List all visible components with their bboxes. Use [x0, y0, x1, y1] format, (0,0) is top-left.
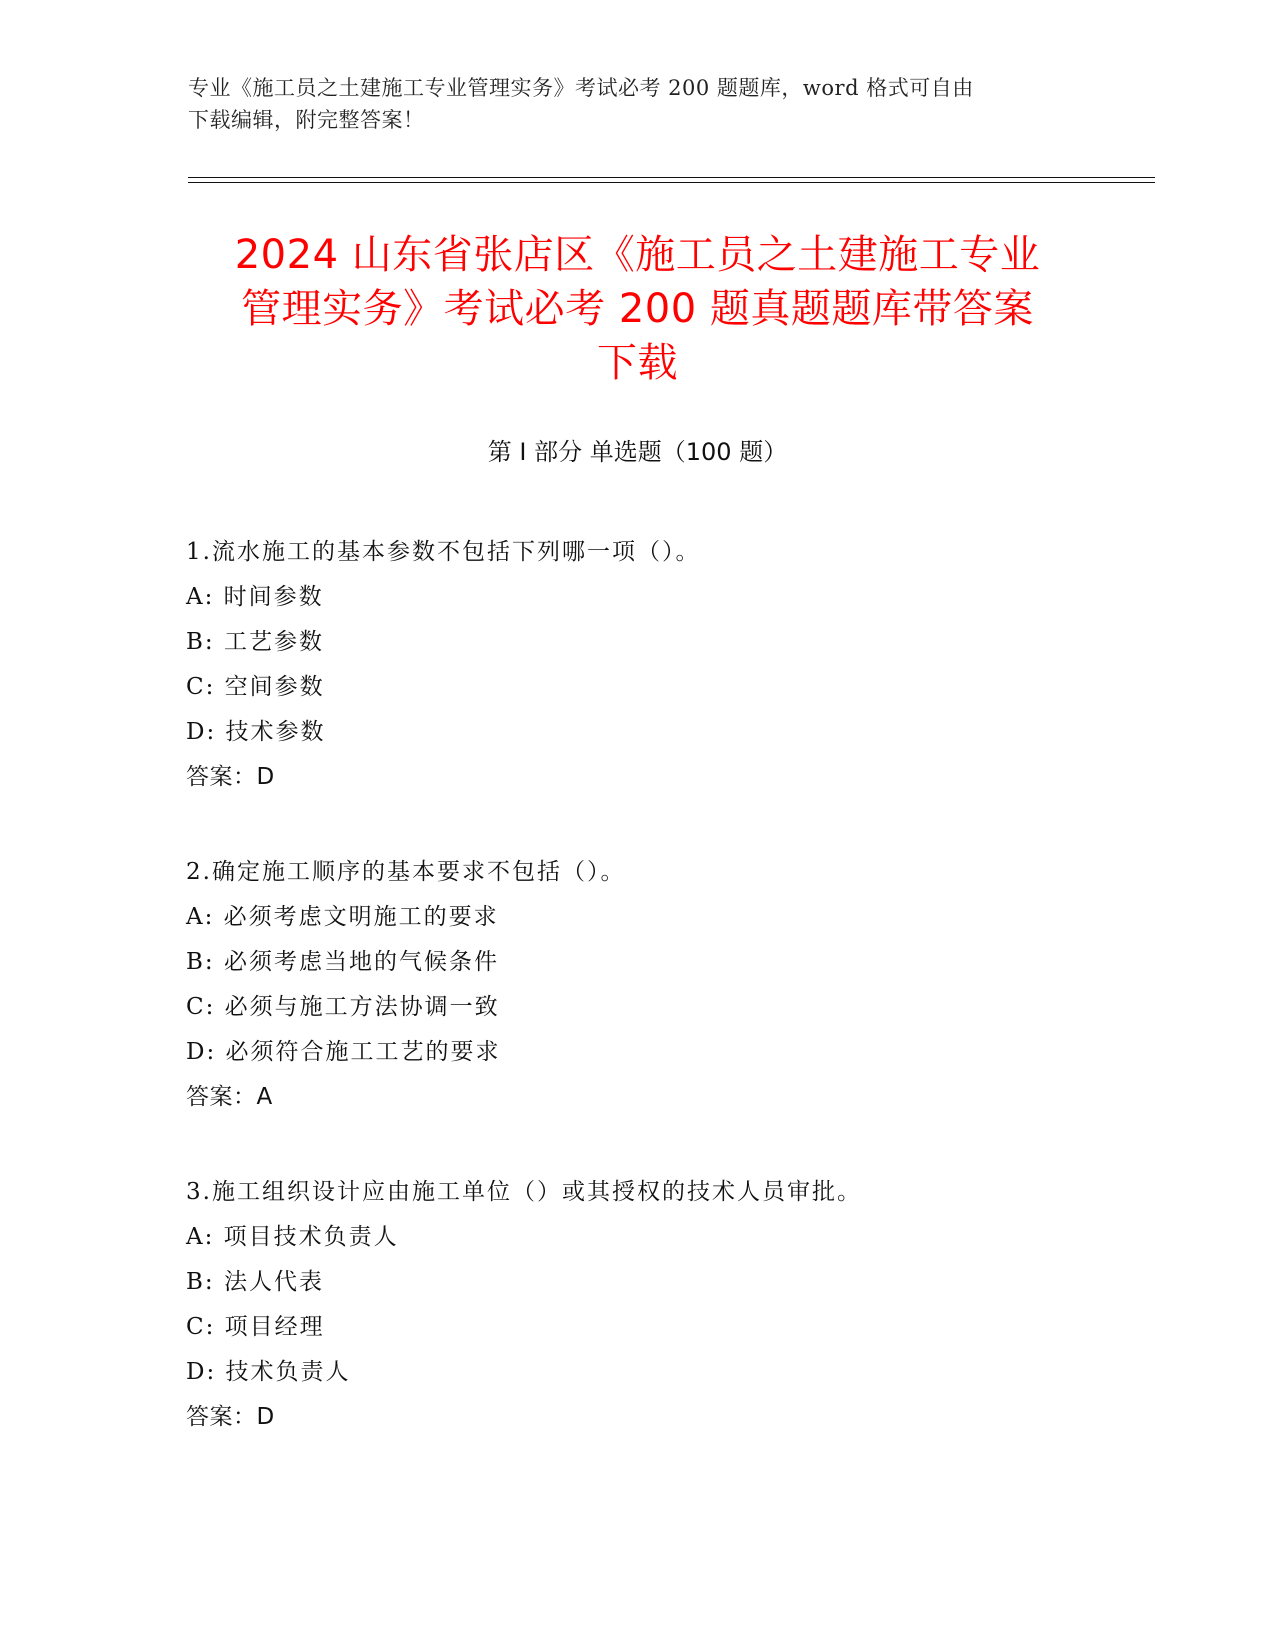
option-a: A: 时间参数 [186, 584, 324, 610]
answer: 答案：A [186, 1084, 273, 1110]
question-stem: 1.流水施工的基本参数不包括下列哪一项（）。 [186, 539, 701, 565]
option-c: C: 必须与施工方法协调一致 [186, 994, 500, 1020]
option-b: B: 必须考虑当地的气候条件 [186, 949, 499, 975]
question-1 [186, 530, 1146, 800]
question-stem: 2.确定施工顺序的基本要求不包括（）。 [186, 859, 626, 885]
option-d: D: 必须符合施工工艺的要求 [186, 1039, 501, 1065]
option-d: D: 技术负责人 [186, 1359, 351, 1385]
option-b: B: 工艺参数 [186, 629, 324, 655]
title-line-2: 管理实务》考试必考 200 题真题题库带答案 [241, 286, 1034, 332]
option-c: C: 项目经理 [186, 1314, 325, 1340]
header-divider-top [188, 177, 1155, 178]
question-3 [186, 1170, 1146, 1440]
option-a: A: 项目技术负责人 [186, 1224, 399, 1250]
document-intro [188, 72, 1068, 136]
section-heading: 第 I 部分 单选题（100 题） [487, 438, 788, 466]
answer: 答案：D [186, 764, 275, 790]
question-stem: 3.施工组织设计应由施工单位（）或其授权的技术人员审批。 [186, 1179, 862, 1205]
intro-line-2: 下载编辑，附完整答案！ [188, 108, 425, 132]
intro-line-1: 专业《施工员之土建施工专业管理实务》考试必考 200 题题库，word 格式可自由 [188, 76, 974, 100]
document-title [160, 228, 1115, 390]
title-line-1: 2024 山东省张店区《施工员之土建施工专业 [234, 232, 1041, 278]
option-a: A: 必须考虑文明施工的要求 [186, 904, 499, 930]
header-divider-bottom [188, 182, 1155, 183]
option-b: B: 法人代表 [186, 1269, 324, 1295]
option-d: D: 技术参数 [186, 719, 326, 745]
answer: 答案：D [186, 1404, 275, 1430]
question-2 [186, 850, 1146, 1120]
option-c: C: 空间参数 [186, 674, 325, 700]
title-line-3: 下载 [597, 340, 678, 386]
